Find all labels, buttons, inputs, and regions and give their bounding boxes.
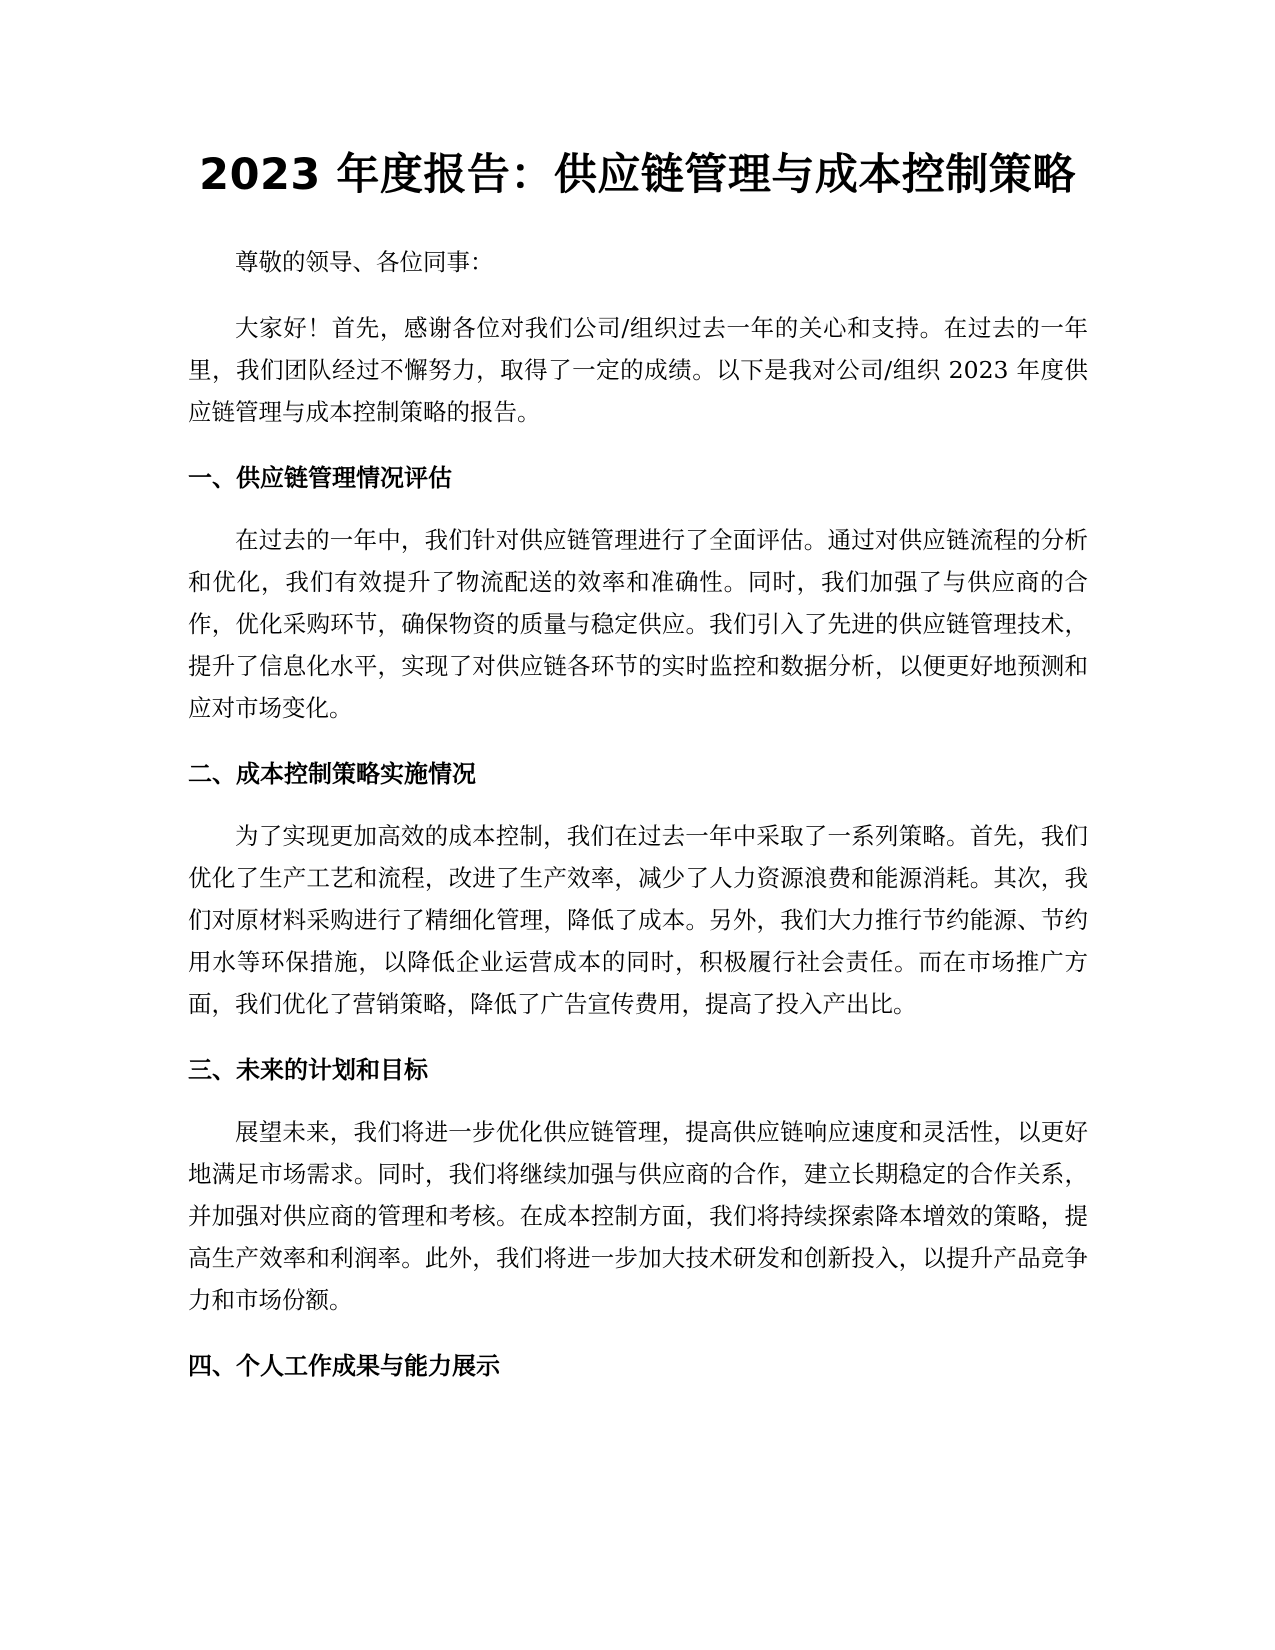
section-heading-supply-chain: 一、供应链管理情况评估 [188, 464, 452, 492]
section-body-future-plans: 展望未来，我们将进一步优化供应链管理，提高供应链响应速度和灵活性，以更好地满足市场需求。同时，我们将继续加强与供应商的合作，建立长期稳定的合作关系，并加强对供应商的管理和考核。在成本控制方面，我们将持续探索降本增效的策略，提高生产效率和利润率。此外，我们将进一步加大技术研发和创新投入，以提升产品竞争力和市场份额。 [188, 1118, 1088, 1314]
section-heading-cost-control: 二、成本控制策略实施情况 [188, 760, 476, 788]
document-title: 2023 年度报告：供应链管理与成本控制策略 [199, 150, 1076, 200]
intro-paragraph: 大家好！首先，感谢各位对我们公司/组织过去一年的关心和支持。在过去的一年里，我们团队经过不懈努力，取得了一定的成绩。以下是我对公司/组织 2023 年度供应链管理与成本控制策略的报告。 [188, 314, 1088, 426]
section-heading-personal-achievements: 四、个人工作成果与能力展示 [188, 1352, 500, 1380]
document-body [188, 241, 1088, 1407]
greeting-paragraph: 尊敬的领导、各位同事： [235, 248, 494, 276]
section-heading-future-plans: 三、未来的计划和目标 [188, 1056, 428, 1084]
section-body-cost-control: 为了实现更加高效的成本控制，我们在过去一年中采取了一系列策略。首先，我们优化了生产工艺和流程，改进了生产效率，减少了人力资源浪费和能源消耗。其次，我们对原材料采购进行了精细化管理，降低了成本。另外，我们大力推行节约能源、节约用水等环保措施，以降低企业运营成本的同时，积极履行社会责任。而在市场推广方面，我们优化了营销策略，降低了广告宣传费用，提高了投入产出比。 [188, 822, 1088, 1018]
section-body-supply-chain: 在过去的一年中，我们针对供应链管理进行了全面评估。通过对供应链流程的分析和优化，我们有效提升了物流配送的效率和准确性。同时，我们加强了与供应商的合作，优化采购环节，确保物资的质量与稳定供应。我们引入了先进的供应链管理技术，提升了信息化水平，实现了对供应链各环节的实时监控和数据分析，以便更好地预测和应对市场变化。 [188, 526, 1088, 722]
